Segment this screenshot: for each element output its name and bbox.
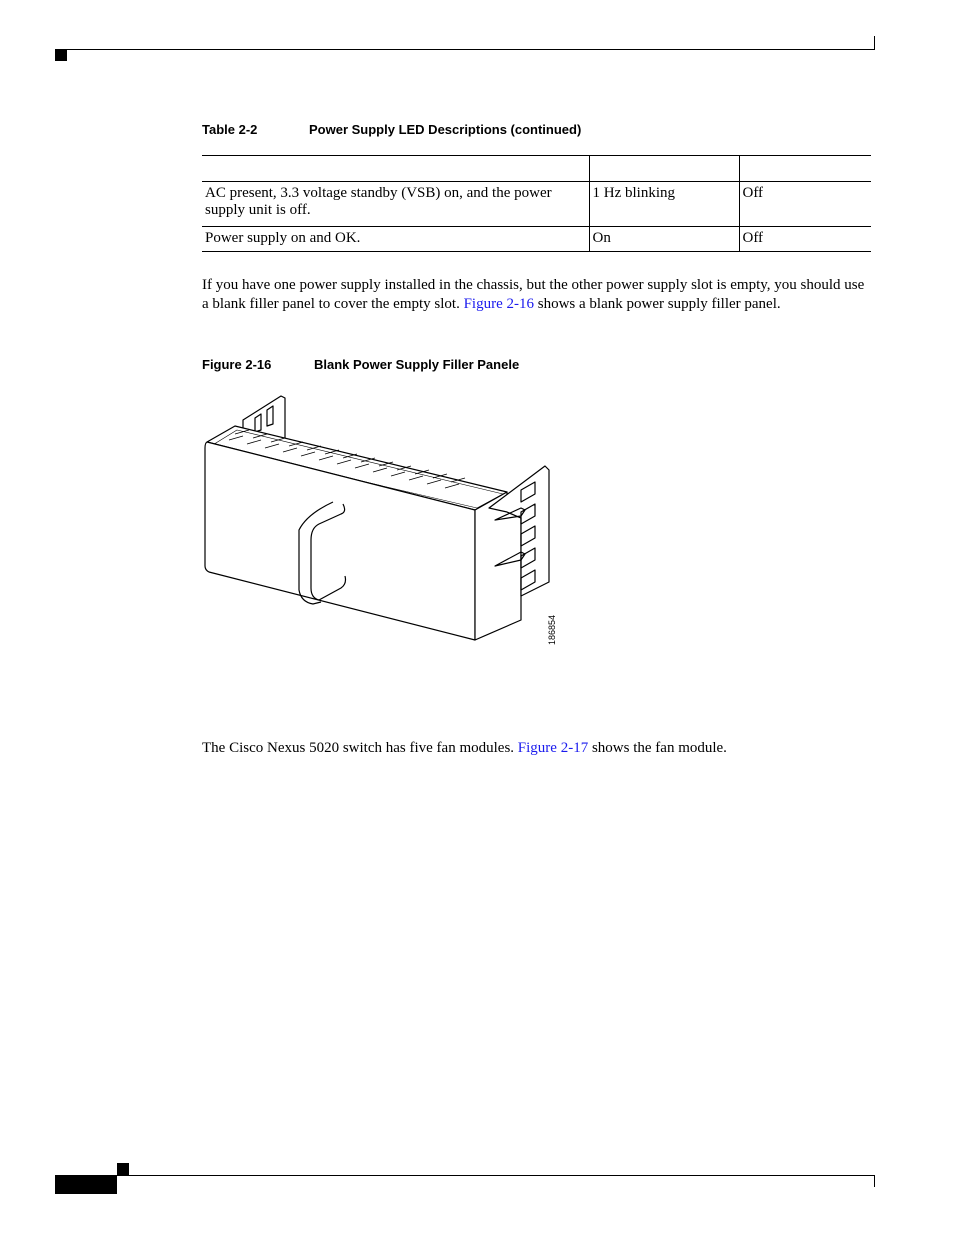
- figure-caption-number: Figure 2-16: [202, 357, 272, 372]
- table-cell-condition: AC present, 3.3 voltage standby (VSB) on, and the power supply unit is off.: [202, 182, 589, 227]
- paragraph-text: shows a blank power supply filler panel.: [537, 296, 781, 312]
- footer-tick: [874, 1176, 875, 1187]
- paragraph-text: If you have one power supply installed in the chassis, but the other power supply slot is empty, you should use a blank filler panel to cover the empty slot.: [202, 277, 865, 312]
- table-row: [202, 227, 871, 252]
- table-header-cell: [739, 156, 871, 182]
- table-header-row: [202, 156, 871, 182]
- table-caption-title: Power Supply LED Descriptions (continued): [309, 122, 582, 137]
- figure-caption-title: Blank Power Supply Filler Panele: [314, 357, 520, 372]
- header-rule: [55, 49, 875, 50]
- table-cell-status: Off: [739, 182, 871, 227]
- figure-link[interactable]: Figure 2-16: [463, 296, 535, 312]
- table-header-cell: [589, 156, 739, 182]
- header-marker: [55, 50, 67, 61]
- table-cell-status: On: [589, 227, 739, 252]
- header-tick: [874, 36, 875, 50]
- table-cell-status: 1 Hz blinking: [589, 182, 739, 227]
- footer-tab: [55, 1176, 117, 1194]
- body-paragraph: [202, 276, 870, 314]
- figure-link[interactable]: Figure 2-17: [517, 740, 589, 756]
- figure-caption: [202, 357, 519, 372]
- filler-panel-illustration: [195, 390, 565, 650]
- paragraph-text: The Cisco Nexus 5020 switch has five fan modules.: [202, 740, 515, 756]
- table-caption-number: Table 2-2: [202, 122, 258, 137]
- table-cell-condition: Power supply on and OK.: [202, 227, 589, 252]
- figure-id-label: 186854: [547, 614, 557, 645]
- table-row: [202, 182, 871, 227]
- paragraph-text: shows the fan module.: [591, 740, 727, 756]
- led-table: [202, 155, 871, 252]
- table-caption: [202, 122, 581, 137]
- table-header-cell: [202, 156, 589, 182]
- body-paragraph: [202, 739, 870, 758]
- footer-rule: [55, 1175, 875, 1176]
- table-cell-status: Off: [739, 227, 871, 252]
- footer-marker: [117, 1163, 129, 1175]
